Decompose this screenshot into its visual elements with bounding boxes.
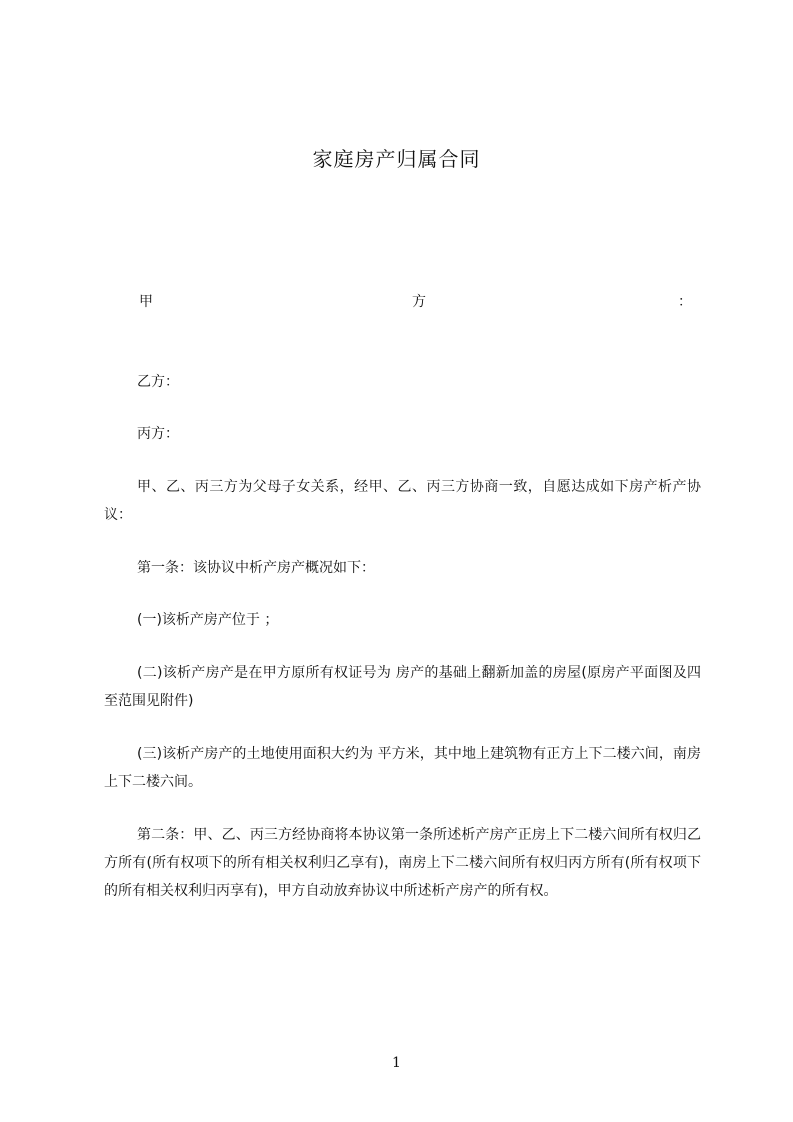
page-number: 1 bbox=[392, 1055, 401, 1071]
article-2-paragraph: 第二条：甲、乙、丙三方经协商将本协议第一条所述析产房产正房上下二楼六间所有权归乙方所有(所有权项下的所有相关权利归乙享有)，南房上下二楼六间所有权归丙方所有(所有权项下的所有相关权利归丙享有)，甲方自动放弃协议中所述析产房产的所有权。 bbox=[104, 827, 701, 899]
party-c-line: 丙方： bbox=[137, 426, 179, 442]
intro-paragraph: 甲、乙、丙三方为父母子女关系，经甲、乙、丙三方协商一致，自愿达成如下房产析产协议： bbox=[104, 479, 701, 523]
article-1-item-3: (三)该析产房产的土地使用面积大约为 平方米，其中地上建筑物有正方上下二楼六间，南房上下二楼六间。 bbox=[104, 746, 701, 790]
article-1-item-1: (一)该析产房产位于 ； bbox=[137, 612, 279, 628]
document-title: 家庭房产归属合同 bbox=[312, 147, 481, 171]
party-a-colon: ： bbox=[678, 294, 692, 310]
party-a-char-1: 甲 bbox=[139, 294, 153, 310]
party-b-line: 乙方： bbox=[137, 374, 179, 390]
party-a-char-2: 方 bbox=[412, 294, 426, 310]
article-1-item-2: (二)该析产房产是在甲方原所有权证号为 房产的基础上翻新加盖的房屋(原房产平面图及四至范围见附件) bbox=[104, 665, 701, 709]
party-a-line bbox=[139, 291, 692, 313]
article-1-heading: 第一条：该协议中析产房产概况如下： bbox=[137, 560, 375, 576]
